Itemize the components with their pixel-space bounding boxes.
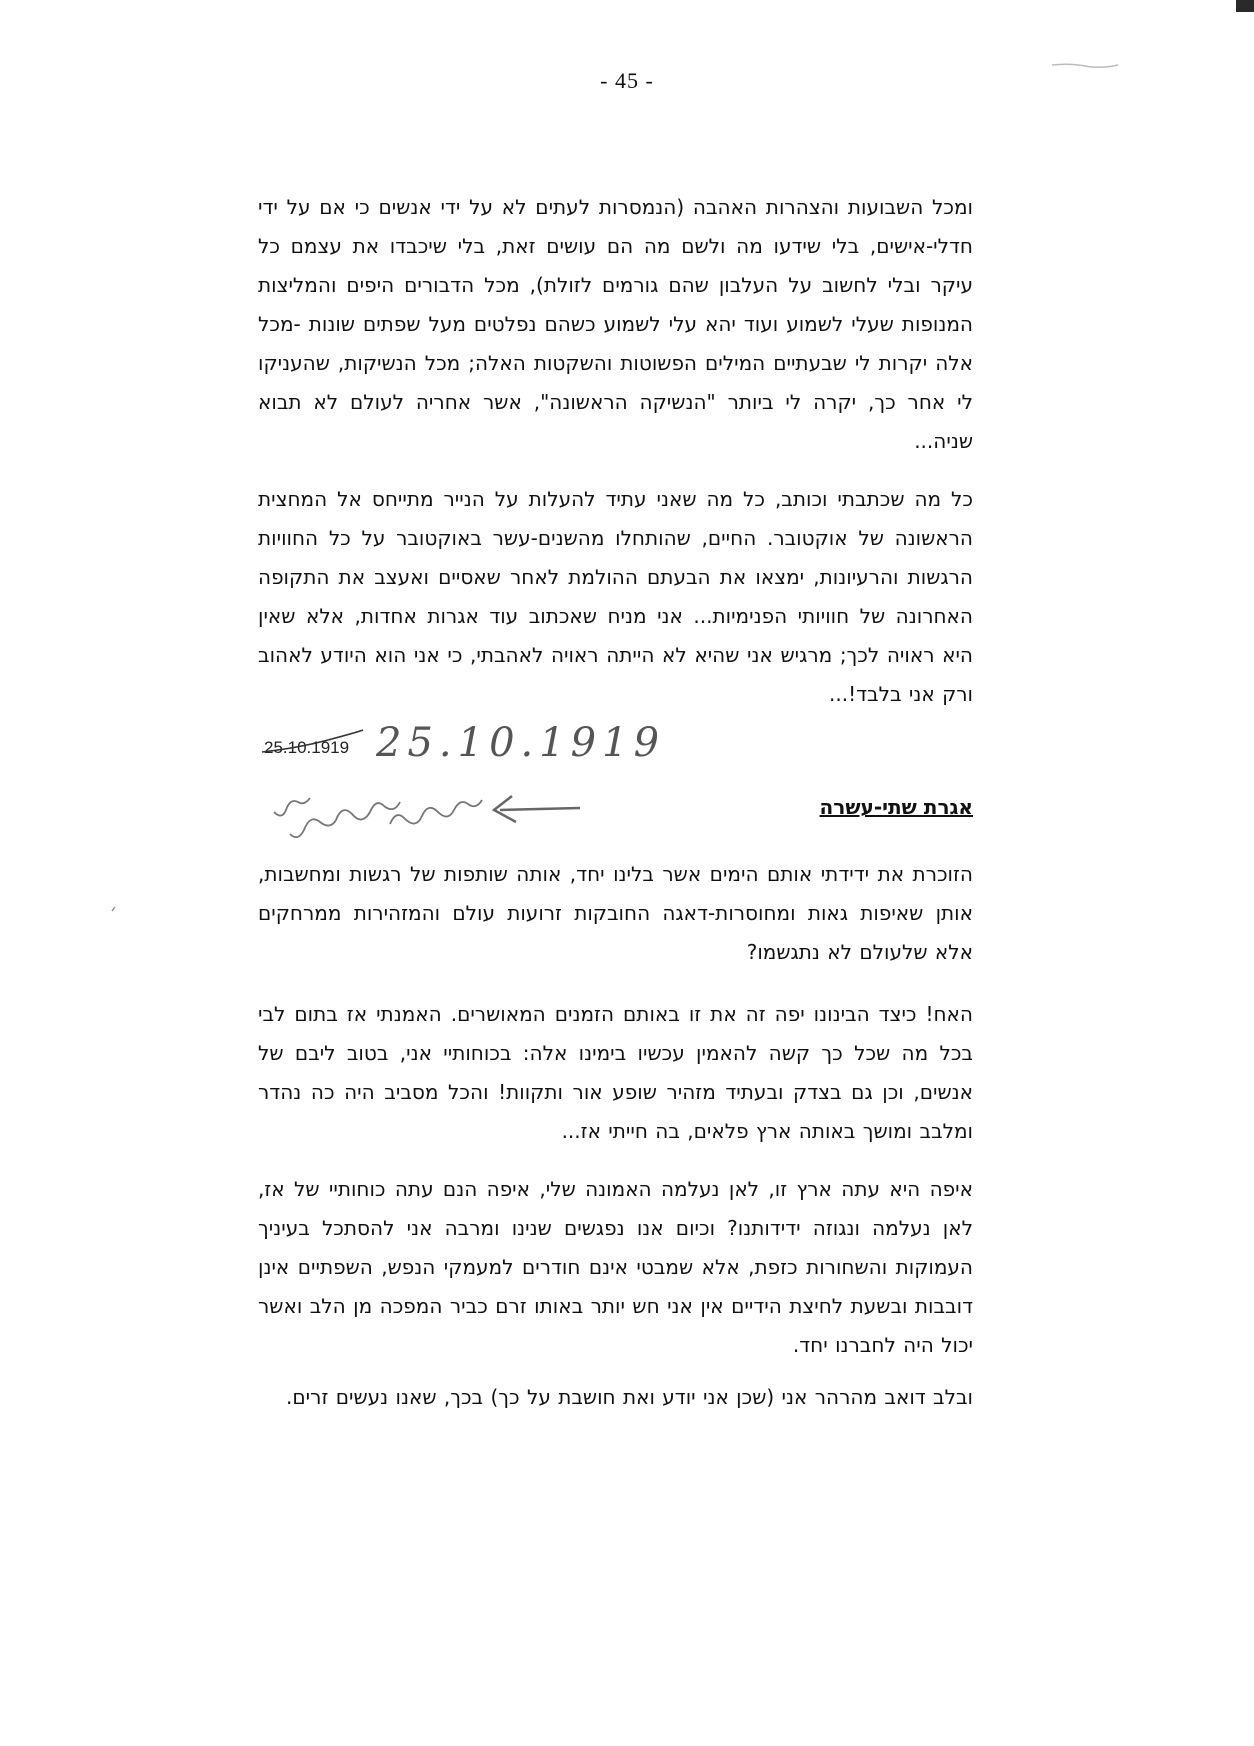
handwritten-annotation <box>250 778 590 838</box>
strikethrough-mark <box>258 726 368 766</box>
paragraph: ומכל השבועות והצהרות האהבה (הנמסרות לעתים לא על ידי אנשים כי אם על ידי חדלי-אישים, בלי שידעו מה ולשם מה הם עושים זאת, בלי שיכבדו את עצמם כל עיקר ובלי לחשוב על העלבון שהם גורמים לזולת), מכל הדבורים היפים והמליצות המנופות שעלי לשמוע ועוד יהא עלי לשמוע כשהם נפלטים מעל שפתים שונות -מכל אלה יקרות לי שבעתיים המילים הפשוטות והשקטות האלה; מכל הנשיקות, שהעניקו לי אחר כך, יקרה לי ביותר "הנשיקה הראשונה", אשר אחריה לעולם לא תבוא שניה... <box>258 195 973 453</box>
paragraph: כל מה שכתבתי וכותב, כל מה שאני עתיד להעלות על הנייר מתייחס אל המחצית הראשונה של אוקטובר. החיים, שהותחלו מהשנים-עשר באוקטובר על כל החוויות הרגשות והרעיונות, ימצאו את הבעתם ההולמת לאחר שאסיים ואעצב את התקופה האחרונה של חוויותי הפנימיות... אני מניח שאכתוב עוד אגרות אחדות, אלא שאין היא ראויה לכך; מרגיש אני שהיא לא הייתה ראויה לאהבתי, כי אני הוא היודע לאהוב ורק אני בלבד!... <box>258 487 973 706</box>
scan-dot-mark <box>110 905 118 913</box>
handwritten-date: 25.10.1919 <box>376 720 666 766</box>
typed-date: 25.10.1919 <box>264 738 350 757</box>
paragraph: האח! כיצד הבינונו יפה זה את זו באותם הזמנים המאושרים. האמנתי אז בתום לבי בכל מה שכל כך קשה להאמין עכשיו בימינו אלה: בכוחותיי אני, בטוב ליבם של אנשים, וכן גם בצדק ובעתיד מזהיר שופע אור ותקוות! והכל מסביב היה כה נהדר ומלבב ומושך באותה ארץ פלאים, בה חייתי אז... <box>258 1002 973 1143</box>
letter-heading: אגרת שתי-עשרה <box>819 795 973 819</box>
paragraph: איפה היא עתה ארץ זו, לאן נעלמה האמונה שלי, איפה הנם עתה כוחותיי של אז, לאן נעלמה ונגוזה ידידותנו? וכיום אנו נפגשים שנינו ומרבה אני להסתכל בעיניך העמוקות והשחורות כזפת, אלא שמבטי אינם חודרים למעמקי הנפש, השפתיים אינן דובבות ובשעת לחיצת הידיים אין אני חש יותר באותו זרם כביר המפכה מן הלב ואשר יכול היה לחברנו יחד. <box>258 1177 973 1357</box>
scan-edge-mark <box>1236 0 1254 14</box>
paragraph: ובלב דואב מהרהר אני (שכן אני יודע ואת חושבת על כך) בכך, שאנו נעשים זרים. <box>286 1385 973 1409</box>
paragraph: הזוכרת את ידידתי אותם הימים אשר בלינו יחד, אותה שותפות של רגשות ומחשבות, אותן שאיפות גאות ומחוסרות-דאגה החובקות זרועות עולם והמזהירות ממרחקים אלא שלעולם לא נתגשמו? <box>258 862 973 964</box>
letter-date <box>258 720 678 780</box>
page-number: - 45 - <box>600 68 654 93</box>
